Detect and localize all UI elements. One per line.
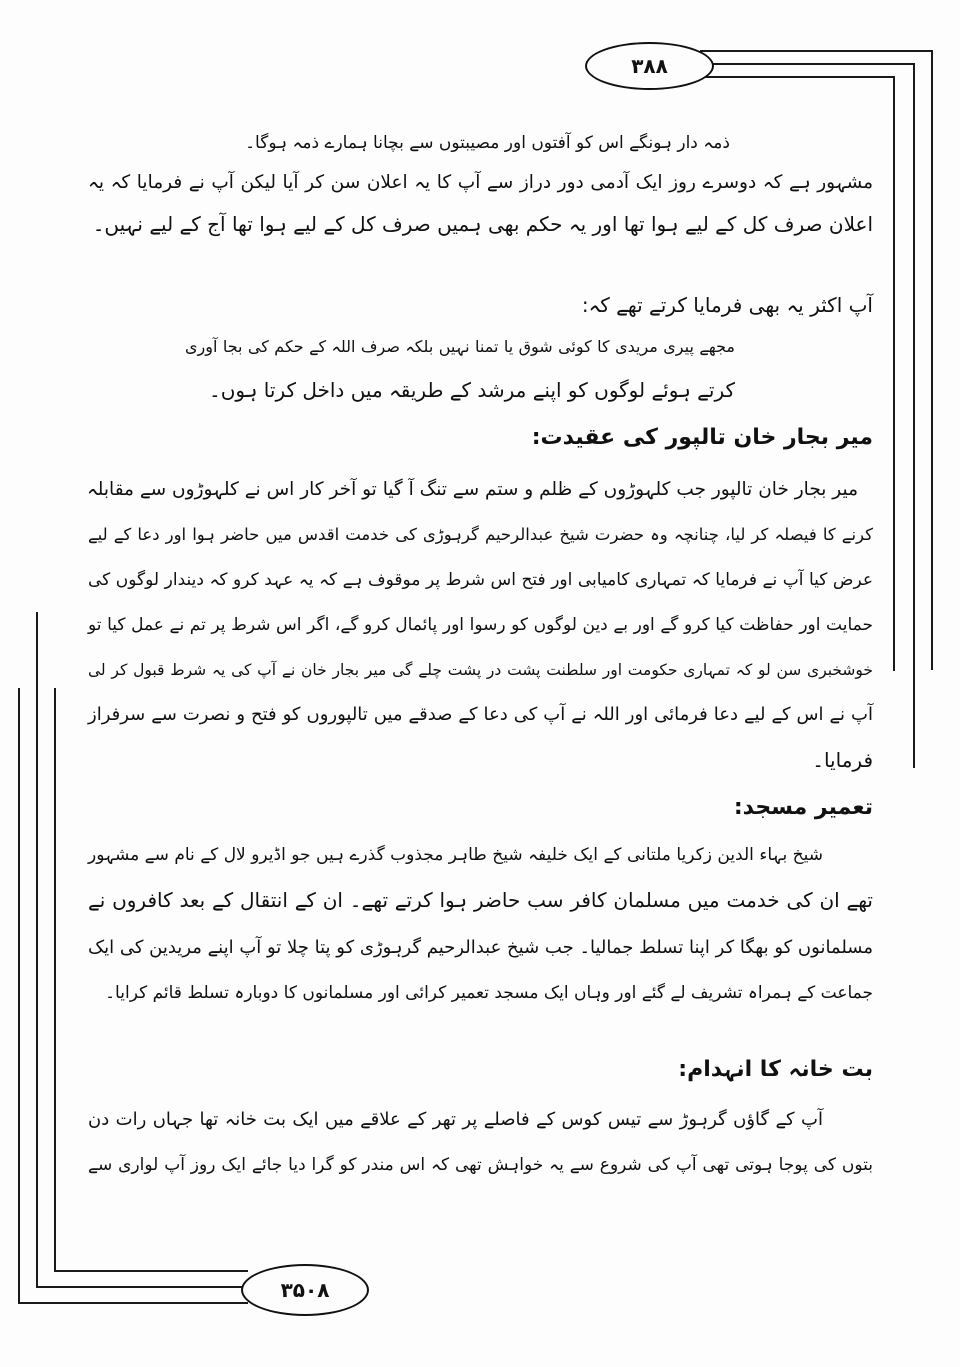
text-line: تھے ان کی خدمت میں مسلمان کافر سب حاضر ہوا کرتے تھے۔ ان کے انتقال کے بعد کافروں نے	[88, 888, 873, 912]
text-line: مسلمانوں کو بھگا کر اپنا تسلط جمالیا۔ جب شیخ عبدالرحیم گرہوڑی کو پتا چلا تو آپ اپنے مریدین کی ایک	[88, 937, 873, 958]
text-line: شیخ بہاء الدین زکریا ملتانی کے ایک خلیفہ شیخ طاہر مجذوب گذرے ہیں جو اڈیرو لال کے نام سے مشہور	[88, 845, 823, 865]
page-number-top: ۳۸۸	[585, 42, 714, 90]
section-heading: بت خانہ کا انہدام:	[678, 1057, 873, 1082]
border-line	[913, 63, 915, 768]
text-line: کرنے کا فیصلہ کر لیا، چنانچہ وہ حضرت شیخ عبدالرحیم گرہوڑی کی خدمت اقدس میں حاضر ہوا اور دعا کے لیے	[88, 525, 873, 544]
border-line	[18, 1302, 248, 1304]
border-line	[36, 612, 38, 1288]
border-line	[54, 688, 56, 1272]
border-line	[18, 688, 20, 1304]
border-line	[705, 63, 915, 65]
text-line: حمایت اور حفاظت کیا کرو گے اور بے دین لوگوں کو رسوا اور پائمال کرو گے، اگر اس شرط پر تم نے عمل کیا تو	[88, 615, 873, 635]
section-heading: میر بجار خان تالپور کی عقیدت:	[531, 425, 873, 450]
border-line	[700, 50, 933, 52]
border-line	[36, 1286, 246, 1288]
text-line: عرض کیا آپ نے فرمایا کہ تمہاری کامیابی اور فتح اس شرط پر موقوف ہے کہ یہ عہد کرو کہ دیندار لوگوں کی	[88, 570, 873, 590]
text-line: آپ کے گاؤں گرہوڑ سے تیس کوس کے فاصلے پر تھر کے علاقے میں ایک بت خانہ تھا جہاں رات دن	[88, 1109, 823, 1130]
text-line: اعلان صرف کل کے لیے ہوا تھا اور یہ حکم بھی ہمیں صرف کل کے لیے ہوا تھا آج کے لیے نہیں۔	[92, 212, 873, 236]
border-line	[54, 1270, 248, 1272]
text-line: مشہور ہے کہ دوسرے روز ایک آدمی دور دراز سے آپ کا یہ اعلان سن کر آیا لیکن آپ نے فرمایا کہ یہ	[88, 172, 873, 193]
quote-line: مجھے پیری مریدی کا کوئی شوق یا تمنا نہیں بلکہ صرف اللہ کے حکم کی بجا آوری	[185, 337, 735, 356]
text-line: آپ اکثر یہ بھی فرمایا کرتے تھے کہ:	[581, 293, 873, 317]
section-heading: تعمیر مسجد:	[733, 795, 873, 820]
border-line	[931, 50, 933, 670]
text-line: ذمہ دار ہونگے اس کو آفتوں اور مصیبتوں سے بچانا ہمارے ذمہ ہوگا۔	[245, 133, 730, 153]
text-line: فرمایا۔	[812, 748, 873, 772]
page-number-bottom: ۳۵۰۸	[241, 1264, 369, 1316]
border-line	[893, 76, 895, 671]
text-line: خوشخبری سن لو کہ تمہاری حکومت اور سلطنت پشت در پشت چلے گی میر بجار خان نے آپ کی یہ شرط قبول کر لی	[88, 661, 873, 679]
text-line: آپ نے اس کے لیے دعا فرمائی اور اللہ نے آپ کی دعا کے صدقے میں تالپوروں کو فتح و نصرت سے سرفراز	[88, 704, 873, 725]
border-line	[700, 76, 895, 78]
text-line: جماعت کے ہمراہ تشریف لے گئے اور وہاں ایک مسجد تعمیر کرائی اور مسلمانوں کا دوبارہ تسلط قائم کرایا۔	[105, 983, 873, 1003]
quote-line: کرتے ہوئے لوگوں کو اپنے مرشد کے طریقہ میں داخل کرتا ہوں۔	[208, 378, 735, 402]
text-line: بتوں کی پوجا ہوتی تھی آپ کی شروع سے یہ خواہش تھی کہ اس مندر کو گرا دیا جائے ایک روز آپ لواری سے	[88, 1155, 873, 1175]
text-line: میر بجار خان تالپور جب کلہوڑوں کے ظلم و ستم سے تنگ آ گیا تو آخر کار اس نے کلہوڑوں سے مقابلہ	[86, 479, 858, 500]
